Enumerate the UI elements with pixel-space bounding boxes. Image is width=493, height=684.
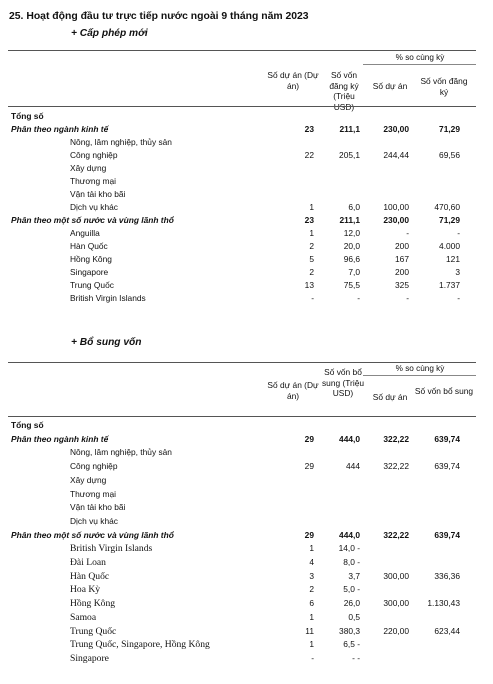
row-label: Samoa xyxy=(70,611,97,623)
cell-capital: 444 xyxy=(346,461,360,472)
cell-capital: 6,0 xyxy=(348,202,360,212)
table-row xyxy=(0,163,493,174)
cell-pct-capital: 3 xyxy=(455,267,460,277)
row-label: Thương mại xyxy=(70,488,117,499)
table-row xyxy=(0,241,493,252)
row-label: Hồng Kông xyxy=(70,254,112,264)
header-pct-capital: Số vốn đăng ký xyxy=(420,76,468,97)
header-group-rule xyxy=(363,64,476,65)
cell-projects: 1 xyxy=(309,228,314,238)
cell-capital: 20,0 xyxy=(343,241,360,251)
table-row xyxy=(0,475,493,486)
cell-capital: 7,0 xyxy=(348,267,360,277)
table-row xyxy=(0,189,493,200)
cell-projects: 1 xyxy=(309,202,314,212)
table-row xyxy=(0,489,493,500)
cell-pct-capital: 69,56 xyxy=(439,150,460,160)
table-row xyxy=(0,516,493,527)
cell-pct-projects: 244,44 xyxy=(383,150,409,160)
table-row xyxy=(0,639,493,650)
cell-capital: 8,0 - xyxy=(343,557,360,567)
table-row xyxy=(0,543,493,554)
header-pct-capital: Số vốn bổ sung xyxy=(414,386,474,396)
table-row xyxy=(0,598,493,609)
cell-projects: 1 xyxy=(309,611,314,622)
table-row xyxy=(0,557,493,568)
cell-pct-projects: - xyxy=(406,293,409,303)
cell-pct-capital: 639,74 xyxy=(434,433,460,444)
table-row xyxy=(0,626,493,637)
cell-capital: 0,5 xyxy=(348,611,360,622)
cell-projects: 29 xyxy=(304,433,314,444)
cell-capital: 380,3 xyxy=(339,625,360,636)
cell-pct-capital: 4.000 xyxy=(439,241,460,251)
cell-projects: 2 xyxy=(309,584,314,595)
table-row xyxy=(0,293,493,304)
cell-capital: 211,1 xyxy=(339,124,360,134)
header-pct-projects: Số dự án xyxy=(372,81,408,91)
cell-pct-capital: 121 xyxy=(446,254,460,264)
cell-pct-projects: 100,00 xyxy=(383,202,409,212)
cell-pct-projects: 300,00 xyxy=(383,570,409,581)
cell-capital: 26,0 xyxy=(343,598,360,609)
row-label: Anguilla xyxy=(70,228,100,238)
table-row xyxy=(0,280,493,291)
table-top-rule xyxy=(8,50,476,51)
cell-projects: 5 xyxy=(309,254,314,264)
row-label: Đài Loan xyxy=(70,557,106,568)
cell-projects: 23 xyxy=(304,124,314,134)
row-label: Singapore xyxy=(70,652,109,664)
row-label: Công nghiệp xyxy=(70,461,118,472)
cell-pct-capital: 336,36 xyxy=(434,570,460,581)
row-label: Trung Quốc, Singapore, Hồng Kông xyxy=(70,639,210,651)
cell-pct-capital: 1.737 xyxy=(439,280,460,290)
cell-pct-capital: 623,44 xyxy=(434,625,460,636)
cell-pct-capital: - xyxy=(457,293,460,303)
cell-pct-projects: 200 xyxy=(395,267,409,277)
row-label: Nông, lâm nghiệp, thủy sản xyxy=(70,137,172,147)
table-row xyxy=(0,228,493,239)
section-heading-capital-addition: + Bổ sung vốn xyxy=(71,337,142,348)
row-label: Vận tải kho bãi xyxy=(70,189,126,199)
row-label: Xây dựng xyxy=(70,474,107,485)
row-label: Hoa Kỳ xyxy=(70,584,101,596)
cell-pct-projects: 167 xyxy=(395,254,409,264)
cell-capital: 12,0 xyxy=(343,228,360,238)
cell-projects: 4 xyxy=(309,557,314,567)
cell-projects: - xyxy=(311,293,314,303)
cell-pct-capital: 470,60 xyxy=(434,202,460,212)
cell-capital: - xyxy=(357,293,360,303)
section-heading-new-license: + Cấp phép mới xyxy=(71,28,148,39)
row-label: Hàn Quốc xyxy=(70,570,110,582)
cell-capital: 6,5 - xyxy=(343,639,360,650)
cell-capital: 5,0 - xyxy=(343,584,360,595)
cell-pct-projects: 220,00 xyxy=(383,625,409,636)
header-pct-group: % so cùng kỳ xyxy=(395,364,445,373)
table-row xyxy=(0,653,493,664)
table-row xyxy=(0,150,493,161)
cell-capital: 205,1 xyxy=(339,150,360,160)
cell-capital: - - xyxy=(352,652,360,663)
cell-capital: 75,5 xyxy=(343,280,360,290)
header-pct-projects: Số dự án xyxy=(372,392,408,402)
cell-pct-projects: 322,22 xyxy=(383,433,409,444)
table-row xyxy=(0,267,493,278)
header-capital: Số vốn bổ sung (Triệu USD) xyxy=(321,367,365,398)
header-capital: Số vốn đăng ký (Triệu USD) xyxy=(329,70,359,112)
cell-pct-capital: 71,29 xyxy=(439,124,460,134)
cell-projects: 29 xyxy=(304,461,314,472)
cell-projects: 23 xyxy=(304,215,314,225)
cell-pct-capital: - xyxy=(457,228,460,238)
cell-projects: 1 xyxy=(309,543,314,554)
cell-pct-projects: 230,00 xyxy=(383,215,409,225)
cell-projects: 2 xyxy=(309,241,314,251)
cell-pct-projects: 230,00 xyxy=(383,124,409,134)
cell-capital: 444,0 xyxy=(339,433,360,444)
header-group-rule xyxy=(363,375,476,376)
row-label: Hàn Quốc xyxy=(70,241,108,251)
table-top-rule xyxy=(8,362,476,363)
table-row xyxy=(0,420,493,431)
cell-capital: 211,1 xyxy=(339,215,360,225)
table-row xyxy=(0,124,493,135)
table-row xyxy=(0,612,493,623)
cell-pct-projects: 300,00 xyxy=(383,598,409,609)
table-row xyxy=(0,215,493,226)
table-row xyxy=(0,434,493,445)
row-label: Dịch vụ khác xyxy=(70,515,118,526)
table-row xyxy=(0,571,493,582)
table-row xyxy=(0,137,493,148)
cell-pct-projects: - xyxy=(406,228,409,238)
cell-projects: 1 xyxy=(309,639,314,650)
cell-pct-projects: 325 xyxy=(395,280,409,290)
table-row xyxy=(0,447,493,458)
cell-projects: 29 xyxy=(304,529,314,540)
cell-projects: 13 xyxy=(304,280,314,290)
cell-capital: 96,6 xyxy=(343,254,360,264)
row-label: Phân theo một số nước và vùng lãnh thổ xyxy=(11,215,174,225)
table-row xyxy=(0,176,493,187)
cell-capital: 14,0 - xyxy=(338,543,360,554)
cell-projects: 3 xyxy=(309,570,314,581)
table-row xyxy=(0,461,493,472)
header-bottom-rule xyxy=(8,106,476,107)
row-label: Tổng số xyxy=(11,420,44,430)
cell-projects: 11 xyxy=(305,625,314,636)
row-label: Phân theo ngành kinh tế xyxy=(11,124,109,134)
cell-pct-projects: 200 xyxy=(395,241,409,251)
row-label: Tổng số xyxy=(11,111,44,121)
header-projects: Số dự án (Dự án) xyxy=(267,70,319,91)
cell-capital: 444,0 xyxy=(339,529,360,540)
cell-projects: 22 xyxy=(304,150,314,160)
row-label: Singapore xyxy=(70,267,109,277)
cell-pct-capital: 71,29 xyxy=(439,215,460,225)
row-label: Phân theo một số nước và vùng lãnh thổ xyxy=(11,529,174,540)
row-label: Nông, lâm nghiệp, thủy sản xyxy=(70,447,172,458)
page-title: 25. Hoạt động đầu tư trực tiếp nước ngoài 9 tháng năm 2023 xyxy=(9,11,309,22)
cell-pct-capital: 639,74 xyxy=(434,461,460,472)
row-label: Trung Quốc xyxy=(70,625,117,637)
cell-pct-capital: 1.130,43 xyxy=(427,598,460,609)
cell-capital: 3,7 xyxy=(348,570,360,581)
table-row xyxy=(0,502,493,513)
cell-pct-projects: 322,22 xyxy=(383,529,409,540)
table-row xyxy=(0,202,493,213)
cell-projects: 6 xyxy=(309,598,314,609)
table-row xyxy=(0,530,493,541)
row-label: Hồng Kông xyxy=(70,598,116,610)
table-row xyxy=(0,584,493,595)
header-bottom-rule xyxy=(8,416,476,417)
row-label: Dịch vụ khác xyxy=(70,202,118,212)
cell-pct-capital: 639,74 xyxy=(434,529,460,540)
table-row xyxy=(0,254,493,265)
cell-projects: - xyxy=(311,652,314,663)
header-pct-group: % so cùng kỳ xyxy=(395,53,445,62)
table-row xyxy=(0,111,493,122)
row-label: Vận tải kho bãi xyxy=(70,502,126,513)
row-label: British Virgin Islands xyxy=(70,543,153,555)
row-label: Xây dựng xyxy=(70,163,107,173)
row-label: British Virgin Islands xyxy=(70,293,146,303)
row-label: Trung Quốc xyxy=(70,280,114,290)
cell-pct-projects: 322,22 xyxy=(383,461,409,472)
row-label: Thương mại xyxy=(70,176,117,186)
row-label: Công nghiệp xyxy=(70,150,118,160)
row-label: Phân theo ngành kinh tế xyxy=(11,433,109,444)
cell-projects: 2 xyxy=(309,267,314,277)
header-projects: Số dự án (Dự án) xyxy=(267,380,319,401)
